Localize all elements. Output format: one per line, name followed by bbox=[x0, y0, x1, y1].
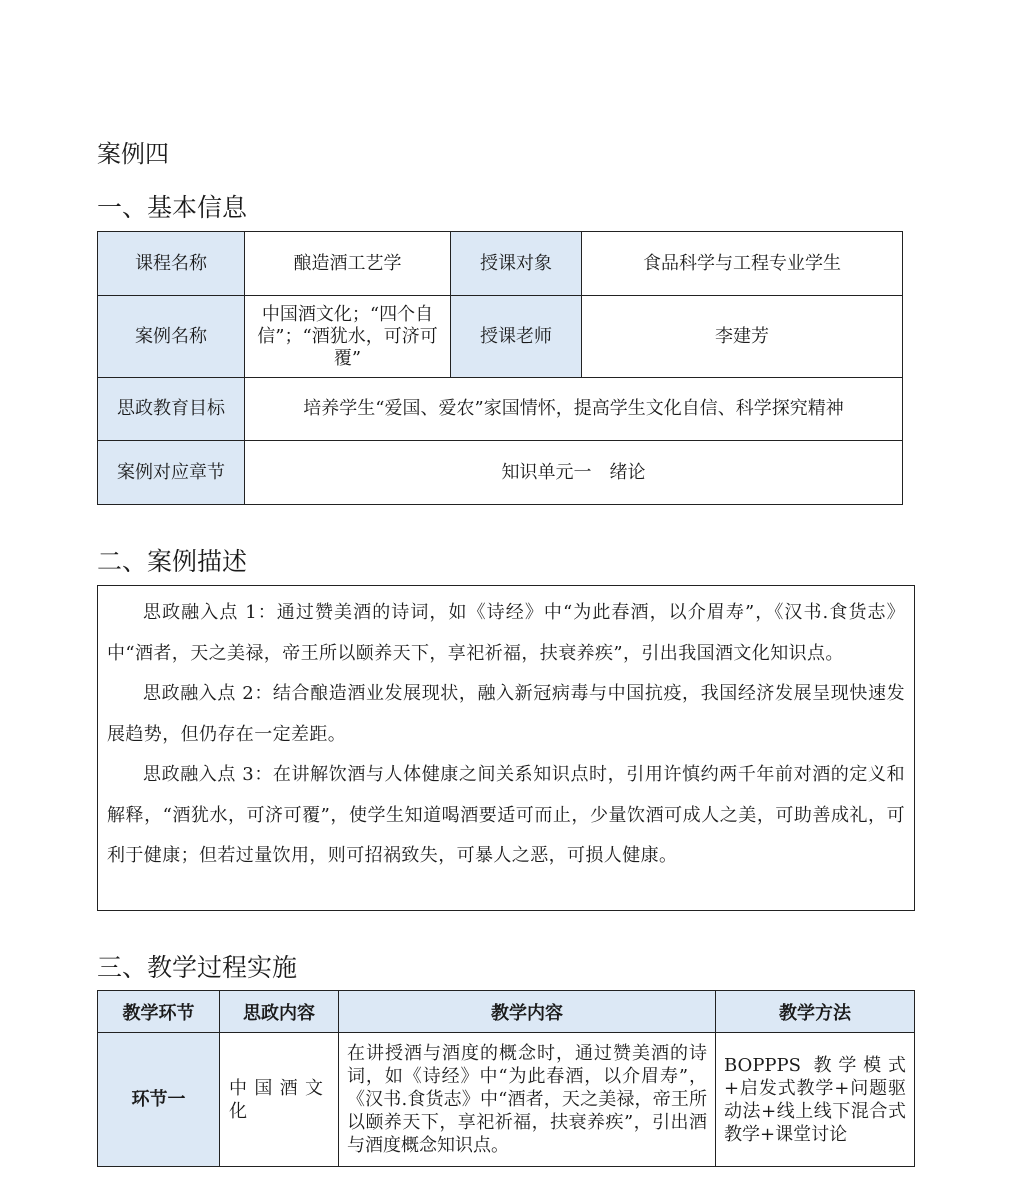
goal-label: 思政教育目标 bbox=[98, 378, 245, 441]
info-row-chapter bbox=[98, 441, 903, 505]
stage-cell: 环节一 bbox=[98, 1033, 220, 1167]
header-stage: 教学环节 bbox=[98, 991, 220, 1033]
teaching-process-table bbox=[97, 990, 915, 1167]
ideology-cell: 中国酒文化 bbox=[220, 1033, 339, 1167]
section-basic-info-heading: 一、基本信息 bbox=[97, 193, 248, 222]
goal-value: 培养学生“爱国、爱农”家国情怀，提高学生文化自信、科学探究精神 bbox=[245, 378, 903, 441]
section-description-heading: 二、案例描述 bbox=[97, 547, 248, 576]
description-paragraph-1: 思政融入点 1：通过赞美酒的诗词，如《诗经》中“为此春酒，以介眉寿”，《汉书.食货志》中“酒者，天之美禄，帝王所以颐养天下，享祀祈福，扶衰养疾”，引出我国酒文化知识点。 bbox=[107, 602, 905, 664]
method-cell: BOPPPS 教学模式+启发式教学+问题驱动法+线上线下混合式教学+课堂讨论 bbox=[716, 1033, 915, 1167]
teacher-value: 李建芳 bbox=[582, 296, 903, 378]
info-row-goal bbox=[98, 378, 903, 441]
info-row-course bbox=[98, 232, 903, 296]
chapter-label: 案例对应章节 bbox=[98, 441, 245, 505]
header-ideology: 思政内容 bbox=[220, 991, 339, 1033]
process-header-row bbox=[98, 991, 915, 1033]
basic-info-table bbox=[97, 231, 903, 505]
case-title: 案例四 bbox=[97, 140, 169, 168]
description-paragraph-3: 思政融入点 3：在讲解饮酒与人体健康之间关系知识点时，引用许慎约两千年前对酒的定义和解释，“酒犹水，可济可覆”，使学生知道喝酒要适可而止，少量饮酒可成人之美，可助善成礼，可利于健康；但若过量饮用，则可招祸致失，可暴人之恶，可损人健康。 bbox=[107, 764, 905, 866]
case-name-label: 案例名称 bbox=[98, 296, 245, 378]
info-row-case bbox=[98, 296, 903, 378]
course-name-value: 酿造酒工艺学 bbox=[245, 232, 451, 296]
audience-label: 授课对象 bbox=[451, 232, 582, 296]
teacher-label: 授课老师 bbox=[451, 296, 582, 378]
course-name-label: 课程名称 bbox=[98, 232, 245, 296]
case-name-value: 中国酒文化；“四个自信”；“酒犹水，可济可覆” bbox=[245, 296, 451, 378]
description-paragraph-2: 思政融入点 2：结合酿造酒业发展现状，融入新冠病毒与中国抗疫，我国经济发展呈现快速发展趋势，但仍存在一定差距。 bbox=[107, 683, 905, 745]
audience-value: 食品科学与工程专业学生 bbox=[582, 232, 903, 296]
header-method: 教学方法 bbox=[716, 991, 915, 1033]
process-row bbox=[98, 1033, 915, 1167]
header-content: 教学内容 bbox=[339, 991, 716, 1033]
section-process-heading: 三、教学过程实施 bbox=[97, 953, 298, 982]
chapter-value: 知识单元一 绪论 bbox=[245, 441, 903, 505]
content-cell: 在讲授酒与酒度的概念时，通过赞美酒的诗词，如《诗经》中“为此春酒，以介眉寿”，《汉书.食货志》中“酒者，天之美禄，帝王所以颐养天下，享祀祈福，扶衰养疾”，引出酒与酒度概念知识点。 bbox=[339, 1033, 716, 1167]
case-description-box bbox=[97, 585, 915, 911]
